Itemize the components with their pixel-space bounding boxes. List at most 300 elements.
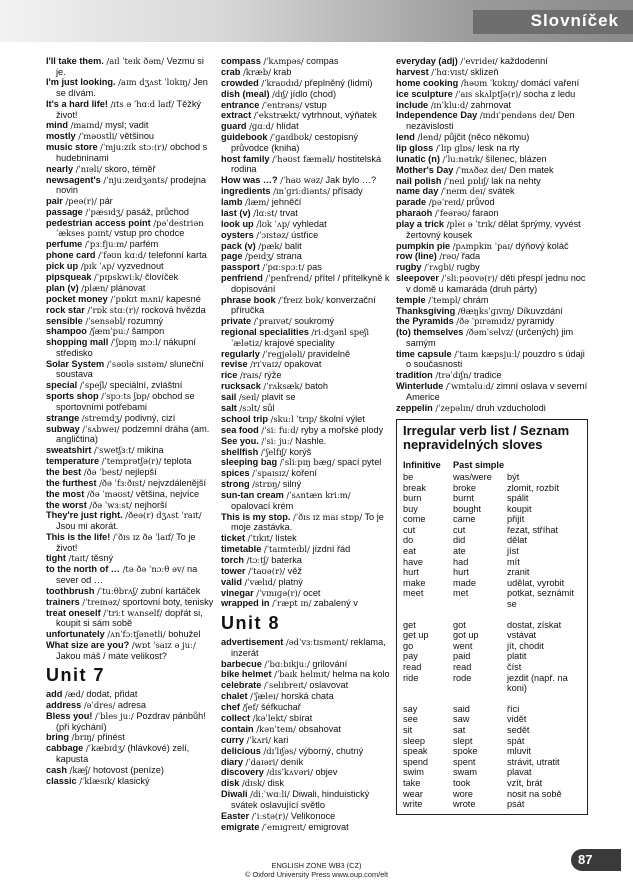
glossary-entry — [46, 207, 216, 218]
entry-translation: Den matek — [509, 164, 554, 175]
verb-group-gap — [403, 610, 581, 620]
entry-headword: cabbage — [46, 743, 84, 754]
entry-phonetic: /aɪm dʒʌst ˈlʊkɪŋ/ — [118, 77, 191, 88]
entry-phonetic: /ˈkæbɪdʒ/ — [85, 743, 125, 754]
glossary-entry — [46, 131, 216, 142]
glossary-entry — [221, 197, 391, 208]
glossary-entry — [46, 413, 216, 424]
verb-meaning: říci — [507, 703, 520, 714]
entry-translation: šéfkuchař — [261, 702, 301, 713]
glossary-entry — [46, 467, 216, 478]
entry-phonetic: /ˈnɪəli/ — [75, 163, 102, 174]
entry-phonetic: /ˈhəʊst fæməli/ — [272, 153, 336, 164]
entry-phonetic: /æd/ — [64, 689, 84, 700]
verb-meaning: vidět — [507, 714, 527, 725]
verb-past-simple: got — [453, 619, 466, 630]
entry-headword: music store — [46, 142, 98, 153]
verb-row — [403, 493, 581, 504]
entry-translation: vytrhnout, výňatek — [302, 110, 377, 121]
entry-phonetic: /ˈswetʃɜːt/ — [94, 445, 135, 456]
glossary-entry — [46, 445, 216, 456]
glossary-entry — [221, 262, 391, 273]
entry-phonetic: /ˈfreɪz bʊk/ — [278, 294, 324, 305]
entry-phonetic: /lend/ — [417, 131, 442, 142]
glossary-list-col3 — [396, 56, 588, 413]
entry-phonetic: /dɪsk/ — [241, 778, 266, 789]
glossary-entry — [46, 120, 216, 131]
glossary-entry — [221, 414, 391, 425]
entry-headword: collect — [221, 712, 251, 723]
glossary-entry — [221, 598, 391, 609]
entry-phonetic: /ˈtuːθbrʌʃ/ — [97, 585, 138, 596]
entry-headword: passport — [221, 262, 260, 273]
entry-translation: šílenec, blázen — [485, 153, 547, 164]
glossary-entry — [46, 294, 216, 305]
glossary-entry — [46, 218, 216, 239]
entry-translation: opakovat — [284, 359, 322, 370]
entry-translation: spací pytel — [337, 457, 382, 468]
glossary-entry — [46, 711, 216, 732]
entry-headword: sea food — [221, 424, 259, 435]
entry-headword: play a trick — [396, 219, 445, 230]
entry-phonetic: /ˈpɪpskwiːk/ — [94, 272, 143, 283]
entry-headword: phrase book — [221, 294, 276, 305]
entry-translation: objev — [315, 767, 338, 778]
entry-headword: address — [46, 700, 82, 711]
glossary-entry — [396, 186, 588, 197]
glossary-entry — [221, 186, 391, 197]
entry-headword: pedestrian access point — [46, 217, 151, 228]
glossary-entry — [46, 359, 216, 380]
entry-phonetic: /dɪʃ/ — [272, 88, 289, 99]
entry-phonetic: /ˈɔɪstəz/ — [256, 229, 289, 240]
verb-infinitive: break — [403, 482, 426, 493]
entry-phonetic: /brɪŋ/ — [71, 732, 95, 743]
verb-header-infinitive: Infinitive — [403, 460, 441, 471]
verb-row — [403, 736, 581, 747]
entry-translation: pravidelně — [307, 348, 351, 359]
entry-headword: rugby — [396, 262, 422, 273]
entry-headword: include — [396, 99, 429, 110]
entry-phonetic: /streɪndʒ/ — [81, 412, 123, 423]
entry-translation: vstup pro chodce — [114, 228, 185, 239]
verb-row — [403, 588, 581, 609]
entry-translation: konverzační příručka — [231, 294, 376, 316]
verb-infinitive: buy — [403, 503, 418, 514]
glossary-entry — [46, 283, 216, 294]
glossary-entry — [221, 680, 391, 691]
entry-phonetic: /ˈtaʊə(r)/ — [248, 565, 286, 576]
verb-past-simple: came — [453, 514, 476, 525]
glossary-entry — [46, 272, 216, 283]
entry-headword: spices — [221, 468, 250, 479]
entry-translation: balit — [284, 240, 302, 251]
entry-headword: pair — [46, 196, 63, 207]
entry-phonetic: /ˈspeʃl/ — [79, 380, 108, 391]
entry-phonetic: /ˈhaʊ wəz/ — [280, 175, 323, 186]
verb-row — [403, 525, 581, 536]
glossary-entry — [46, 391, 216, 412]
glossary-list-unit8 — [221, 637, 391, 832]
verb-infinitive: sleep — [403, 735, 425, 746]
glossary-entry — [221, 778, 391, 789]
entry-translation: druh vzducholodi — [476, 402, 546, 413]
glossary-entry — [46, 316, 216, 327]
entry-headword: to the north of … — [46, 564, 120, 575]
entry-translation: svátek — [488, 186, 515, 197]
entry-translation: zubní kartáček — [140, 585, 201, 596]
entry-phonetic: /ˈkraʊdɪd/ — [261, 77, 302, 88]
entry-translation: telefonní karta — [148, 250, 207, 261]
verb-infinitive: ride — [403, 672, 419, 683]
entry-translation: krajové speciality — [264, 337, 335, 348]
entry-headword: treat oneself — [46, 607, 101, 618]
glossary-entry — [221, 154, 391, 175]
entry-phonetic: /ˈpenfrend/ — [265, 273, 312, 284]
entry-headword: delicious — [221, 745, 261, 756]
entry-translation: hlídat — [276, 121, 299, 132]
glossary-entry — [221, 436, 391, 447]
entry-translation: sůl — [262, 403, 275, 414]
entry-headword: look up — [221, 218, 254, 229]
verb-row — [403, 504, 581, 515]
entry-headword: temple — [396, 294, 426, 305]
entry-translation: tradice — [473, 370, 502, 381]
entry-phonetic: /peə(r)/ — [65, 196, 97, 207]
glossary-entry — [221, 370, 391, 381]
entry-phonetic: /ʌnˈfɔːtʃənətli/ — [107, 629, 166, 640]
glossary-entry — [221, 78, 391, 89]
entry-headword: zeppelin — [396, 402, 433, 413]
entry-phonetic: /ˈbɑːbɪkjuː/ — [264, 658, 310, 669]
entry-translation: dodat, přidat — [86, 689, 138, 700]
entry-translation: Jak bylo …? — [325, 175, 377, 186]
entry-translation: lístek — [275, 533, 297, 544]
glossary-entry — [221, 219, 391, 230]
entry-headword: the furthest — [46, 477, 97, 488]
verb-past-simple: made — [453, 577, 476, 588]
entry-phonetic: /ˈsʌntæn kriːm/ — [286, 490, 351, 501]
entry-headword: page — [221, 251, 243, 262]
glossary-entry — [396, 262, 588, 273]
entry-headword: everyday (adj) — [396, 56, 458, 66]
entry-phonetic: /ðeə(r) dʒʌst ˈraɪt/ — [125, 510, 202, 521]
glossary-list-unit7 — [46, 689, 216, 786]
entry-phonetic: /ˈðɪs ɪz maɪ stɒp/ — [293, 511, 363, 522]
verb-infinitive: be — [403, 471, 414, 482]
glossary-entry — [221, 457, 391, 468]
verb-meaning: psát — [507, 799, 525, 810]
entry-phonetic: /ˈʃelfɪʃ/ — [260, 446, 287, 457]
verb-infinitive: spend — [403, 756, 429, 767]
entry-headword: vinegar — [221, 587, 254, 598]
glossary-entry — [46, 478, 216, 489]
entry-phonetic: /ðə ˈfɜːðɪst/ — [99, 477, 146, 488]
entry-phonetic: /trəˈdɪʃn/ — [435, 370, 472, 381]
entry-phonetic: /wɒt ˈsaɪz ə juː/ — [131, 639, 196, 650]
entry-phonetic: /ˈʃɒpɪŋ mɔːl/ — [110, 337, 161, 348]
entry-translation: plavit se — [261, 392, 296, 403]
entry-headword: rock star — [46, 304, 85, 315]
entry-translation: emigrovat — [308, 821, 349, 832]
verb-past-simple: was/were — [453, 471, 492, 482]
glossary-entry — [396, 56, 588, 67]
entry-headword: pumpkin pie — [396, 240, 451, 251]
glossary-entry — [396, 306, 588, 317]
entry-phonetic: /ˈspɔːts ʃɒp/ — [101, 391, 150, 402]
glossary-entry — [221, 67, 391, 78]
glossary-entry — [46, 640, 216, 661]
glossary-entry — [221, 132, 391, 153]
entry-phonetic: /ɪndɪˈpendəns deɪ/ — [479, 110, 556, 121]
glossary-entry — [396, 67, 588, 78]
glossary-entry — [221, 447, 391, 458]
entry-phonetic: /ˈbles juː/ — [95, 710, 134, 721]
verb-row — [403, 546, 581, 557]
entry-headword: extract — [221, 110, 252, 121]
entry-phonetic: /ˈrʌksæk/ — [263, 381, 303, 392]
entry-headword: special — [46, 380, 78, 391]
entry-translation: ústřice — [291, 229, 319, 240]
entry-headword: celebrate — [221, 680, 262, 691]
entry-translation: opalovací krém — [231, 500, 294, 511]
entry-headword: newsagent's — [46, 174, 101, 185]
entry-phonetic: /ˈsʌbweɪ/ — [82, 423, 120, 434]
verb-meaning: koupit — [507, 503, 532, 514]
entry-headword: Bless you! — [46, 710, 93, 721]
verb-past-simple: slept — [453, 735, 473, 746]
entry-translation: socha z ledu — [523, 88, 576, 99]
entry-translation: (hlávkové) zelí, kapusta — [56, 743, 190, 764]
entry-phonetic: /ˈsəʊlə sɪstəm/ — [106, 358, 168, 369]
glossary-entry — [221, 822, 391, 833]
entry-phonetic: /ˈtriːt wʌnself/ — [103, 607, 163, 618]
entry-headword: mind — [46, 120, 68, 131]
entry-translation: přeplněný (lidmi) — [304, 77, 373, 88]
entry-headword: chalet — [221, 691, 248, 702]
glossary-entry — [221, 555, 391, 566]
entry-headword: sleeping bag — [221, 457, 278, 468]
glossary-entry — [221, 392, 391, 403]
entry-headword: contain — [221, 723, 254, 734]
entry-translation: školní výlet — [319, 413, 365, 424]
entry-headword: wrapped in — [221, 598, 270, 609]
entry-phonetic: /pəˈdestriən ˈækses pɔɪnt/ — [56, 217, 204, 239]
entry-translation: platný — [278, 576, 303, 587]
verb-meaning: mít — [507, 556, 520, 567]
entry-headword: I'm just looking. — [46, 77, 116, 88]
glossary-entry — [221, 175, 391, 186]
entry-translation: prodejna novin — [56, 174, 206, 196]
entry-phonetic: /ˈpraɪvət/ — [253, 316, 292, 327]
verb-infinitive: get — [403, 619, 416, 630]
entry-phonetic: /ˈentrəns/ — [261, 99, 303, 110]
entry-headword: sweatshirt — [46, 445, 92, 456]
glossary-entry — [46, 586, 216, 597]
entry-translation: faraon — [472, 208, 499, 219]
entry-translation: speciální, zvláštní — [109, 380, 183, 391]
entry-headword: the Pyramids — [396, 316, 454, 327]
entry-headword: pharaoh — [396, 208, 433, 219]
verb-row — [403, 799, 581, 810]
entry-translation: grilování — [312, 658, 348, 669]
entry-phonetic: /ˈekstrækt/ — [253, 110, 300, 121]
entry-phonetic: /ˈtemprətʃə(r)/ — [101, 455, 162, 466]
verb-past-simple: wrote — [453, 799, 476, 810]
entry-headword: sports shop — [46, 391, 99, 402]
verb-past-simple: sat — [453, 724, 466, 735]
entry-translation: rocková hvězda — [141, 304, 206, 315]
entry-phonetic: /raɪs/ — [239, 370, 262, 381]
entry-translation: podzemní dráha (am. angličtina) — [56, 423, 210, 445]
glossary-entry — [221, 316, 391, 327]
entry-phonetic: /ˈmʌðəz deɪ/ — [455, 164, 507, 175]
entry-phonetic: /ˈklæsɪk/ — [79, 775, 115, 786]
entry-phonetic: /ˈpɑːspɔːt/ — [262, 262, 305, 273]
entry-headword: I'll take them. — [46, 56, 104, 66]
glossary-entry — [221, 208, 391, 219]
verb-row — [403, 757, 581, 768]
entry-headword: (to) themselves — [396, 327, 464, 338]
glossary-entry — [46, 164, 216, 175]
entry-phonetic: /ˈvælɪd/ — [244, 576, 276, 587]
entry-translation: obchod s hudebninami — [56, 142, 208, 163]
entry-translation: rozumný — [127, 315, 164, 326]
verb-table — [403, 460, 581, 809]
entry-headword: Solar System — [46, 358, 105, 369]
entry-phonetic: /kræb/ — [242, 66, 271, 77]
verb-meaning: nosit na sobě — [507, 788, 562, 799]
glossary-entry — [46, 250, 216, 261]
glossary-entry — [46, 175, 216, 196]
entry-phonetic: /sɔlt/ — [239, 403, 261, 414]
verb-meaning: platit — [507, 651, 527, 662]
entry-phonetic: /ˈræpt ɪn/ — [272, 598, 312, 609]
entry-phonetic: /ˈaɪs skʌlptʃə(r)/ — [455, 88, 522, 99]
entry-headword: perfume — [46, 239, 83, 250]
entry-phonetic: /dɪsˈkʌvəri/ — [266, 767, 313, 778]
entry-phonetic: /ˈtɪkɪt/ — [247, 533, 273, 544]
entry-phonetic: /ˈpɜːfjuːm/ — [84, 239, 128, 250]
entry-headword: add — [46, 689, 63, 700]
glossary-entry — [221, 659, 391, 670]
entry-headword: oysters — [221, 229, 254, 240]
glossary-entry — [396, 100, 588, 111]
entry-phonetic: /ðə ˈbest/ — [83, 466, 123, 477]
entry-phonetic: /pleɪ ə ˈtrɪk/ — [446, 219, 496, 230]
entry-headword: timetable — [221, 544, 262, 554]
glossary-entry — [396, 316, 588, 327]
glossary-entry — [221, 566, 391, 577]
entry-translation: koření — [291, 468, 317, 479]
entry-translation: Jsou mi akorát. — [56, 521, 119, 532]
entry-phonetic: /lɑːst/ — [253, 207, 278, 218]
entry-translation: chrám — [463, 294, 489, 305]
glossary-entry — [221, 56, 391, 67]
entry-translation: To je život! — [56, 531, 196, 553]
column-2 — [221, 56, 391, 832]
entry-translation: batoh — [305, 381, 328, 392]
entry-translation: těsný — [91, 553, 114, 564]
entry-headword: emigrate — [221, 821, 260, 832]
glossary-entry — [46, 77, 216, 98]
verb-meaning: spát — [507, 735, 525, 746]
entry-translation: nejhorší — [134, 499, 168, 510]
entry-translation: človíček — [145, 272, 179, 283]
glossary-entry — [221, 110, 391, 121]
glossary-entry — [221, 691, 391, 702]
verb-meaning: plavat — [507, 767, 532, 778]
entry-phonetic: /ɪts ə ˈhɑːd laɪf/ — [110, 98, 175, 109]
verb-header-past: Past simple — [453, 460, 505, 471]
entry-phonetic: /tə ðə ˈnɔːθ əv/ — [122, 564, 185, 575]
entry-translation: sklizeň — [470, 66, 499, 77]
entry-phonetic: /rəʊ/ — [439, 251, 460, 262]
entry-translation: vstup — [304, 99, 327, 110]
entry-phonetic: /ʃef/ — [242, 702, 259, 713]
entry-headword: the worst — [46, 499, 87, 510]
entry-headword: Easter — [221, 810, 250, 821]
verb-past-simple: burnt — [453, 493, 474, 504]
verb-meaning: udělat, vyrobit — [507, 577, 565, 588]
verb-meaning: jezdit (např. na koni) — [507, 672, 568, 694]
entry-phonetic: /aɪl ˈteɪk ðəm/ — [106, 56, 165, 66]
entry-phonetic: /ˈsiː fuːd/ — [261, 424, 299, 435]
verb-row — [403, 535, 581, 546]
entry-phonetic: /ˈsliːpəʊvə(r)/ — [441, 273, 498, 284]
glossary-entry — [221, 251, 391, 262]
entry-headword: nail polish — [396, 175, 442, 186]
entry-headword: pocket money — [46, 293, 108, 304]
entry-phonetic: /peɪdʒ/ — [245, 251, 274, 262]
entry-headword: row (line) — [396, 251, 437, 262]
entry-phonetic: /ˈluːnətɪk/ — [442, 153, 483, 164]
glossary-entry — [46, 776, 216, 787]
entry-phonetic: /ˈfeərəʊ/ — [434, 208, 470, 219]
entry-translation: Diwali, hinduistický svátek oslavující světlo — [231, 789, 370, 810]
glossary-entry — [396, 273, 588, 294]
glossary-entry — [221, 746, 391, 757]
glossary-entry — [221, 89, 391, 100]
entry-translation: disk — [267, 778, 284, 789]
entry-phonetic: /ˈpæsɪdʒ/ — [85, 206, 124, 217]
verb-past-simple: hurt — [453, 567, 469, 578]
glossary-entry — [46, 326, 216, 337]
entry-translation: lesk na rty — [477, 142, 520, 153]
entry-translation: jehněčí — [271, 196, 302, 207]
entry-headword: Diwali — [221, 789, 248, 800]
entry-headword: bring — [46, 732, 69, 743]
entry-headword: guard — [221, 121, 247, 132]
verb-infinitive: come — [403, 514, 426, 525]
entry-translation: (určených) jim samým — [406, 327, 574, 348]
verb-past-simple: saw — [453, 714, 470, 725]
glossary-entry — [396, 143, 588, 154]
verb-infinitive: say — [403, 703, 418, 714]
entry-phonetic: /pʌmpkɪn ˈpaɪ/ — [452, 240, 513, 251]
entry-translation: dýňový koláč — [515, 240, 569, 251]
verb-infinitive: wear — [403, 788, 423, 799]
glossary-entry — [221, 702, 391, 713]
glossary-entry — [46, 456, 216, 467]
entry-translation: hostitelská rodina — [231, 153, 382, 175]
entry-phonetic: /ðə ˈməʊst/ — [86, 488, 134, 499]
entry-headword: private — [221, 316, 252, 327]
entry-phonetic: /ðəmˈselvz/ — [465, 327, 513, 338]
verb-gap-cell — [403, 610, 581, 620]
entry-headword: time capsule — [396, 348, 452, 359]
entry-translation: ryby a mořské plody — [301, 424, 384, 435]
